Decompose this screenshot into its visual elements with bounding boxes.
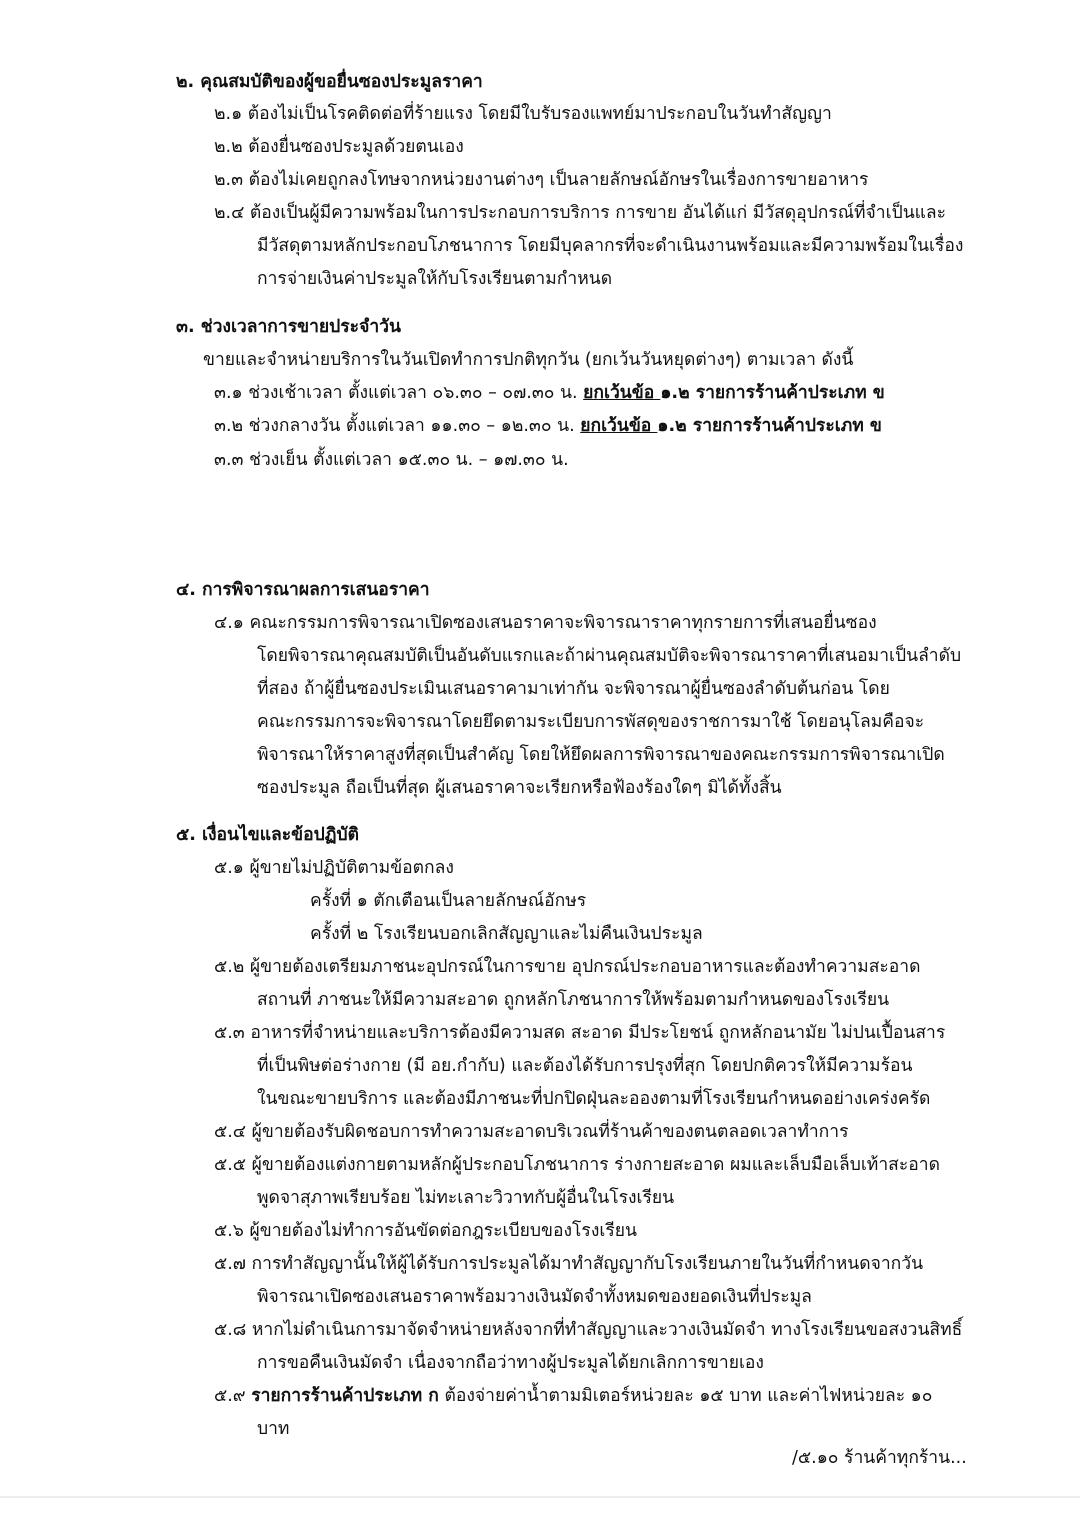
item-5-7-cont-1: พิจารณาเปิดซองเสนอราคาพร้อมวางเงินมัดจำทั้งหมดของยอดเงินที่ประมูล <box>257 1287 812 1307</box>
item-2-3 <box>214 168 868 192</box>
item-number: ๒.๒ <box>214 137 243 157</box>
item-5-3 <box>214 1021 945 1045</box>
item-5-1 <box>214 856 454 880</box>
item-3-1 <box>214 381 885 405</box>
item-5-8 <box>214 1318 962 1342</box>
item-number: ๕.๓ <box>214 1023 245 1043</box>
page-bottom-divider <box>0 1496 1080 1498</box>
item-text: ต้องจ่ายค่าน้ำตามมิเตอร์หน่วยละ ๑๕ บาท และค่าไฟหน่วยละ ๑๐ <box>438 1386 933 1406</box>
item-number: ๕.๗ <box>214 1254 246 1274</box>
exception-label: ยกเว้นข้อ <box>583 383 661 403</box>
shop-type-label: รายการร้านค้าประเภท ก <box>251 1386 439 1406</box>
item-4-1 <box>214 611 877 635</box>
section-3-heading: ๓. ช่วงเวลาการขายประจำวัน <box>176 317 401 337</box>
item-number: ๕.๖ <box>214 1221 244 1241</box>
section-4-heading: ๔. การพิจารณาผลการเสนอราคา <box>176 580 430 600</box>
item-3-3 <box>214 448 569 472</box>
item-text: ช่วงกลางวัน ตั้งแต่เวลา ๑๑.๓๐ – ๑๒.๓๐ น. <box>248 416 581 436</box>
item-5-6 <box>214 1219 637 1243</box>
exception-ref: ๑.๒ รายการร้านค้าประเภท ข <box>660 383 885 403</box>
item-2-4 <box>214 201 946 225</box>
item-text: อาหารที่จำหน่ายและบริการต้องมีความสด สะอาด มีประโยชน์ ถูกหลักอนามัย ไม่ปนเปื้อนสาร <box>250 1023 946 1043</box>
item-5-3-cont-1: ที่เป็นพิษต่อร่างกาย (มี อย.กำกับ) และต้องได้รับการปรุงที่สุก โดยปกติควรให้มีความร้อน <box>257 1056 913 1076</box>
section-5-heading: ๕. เงื่อนไขและข้อปฏิบัติ <box>176 825 359 845</box>
item-4-1-cont-2: ที่สอง ถ้าผู้ยื่นซองประเมินเสนอราคามาเท่ากัน จะพิจารณาผู้ยื่นซองลำดับต้นก่อน โดย <box>257 679 890 699</box>
item-number: ๒.๓ <box>214 170 244 190</box>
item-text: ต้องไม่เป็นโรคติดต่อที่ร้ายแรง โดยมีใบรับรองแพทย์มาประกอบในวันทำสัญญา <box>247 104 832 124</box>
item-number: ๕.๑ <box>214 858 244 878</box>
item-5-5-cont-1: พูดจาสุภาพเรียบร้อย ไม่ทะเลาะวิวาทกับผู้อื่นในโรงเรียน <box>257 1188 675 1208</box>
item-5-1-sub-2: ครั้งที่ ๒ โรงเรียนบอกเลิกสัญญาและไม่คืนเงินประมูล <box>310 924 703 944</box>
section-3-intro: ขายและจำหน่ายบริการในวันเปิดทำการปกติทุกวัน (ยกเว้นวันหยุดต่างๆ) ตามเวลา ดังนี้ <box>203 350 854 370</box>
item-5-3-cont-2: ในขณะขายบริการ และต้องมีภาชนะที่ปกปิดฝุ่นละอองตามที่โรงเรียนกำหนดอย่างเคร่งครัด <box>257 1089 931 1109</box>
item-number: ๕.๕ <box>214 1155 247 1175</box>
item-text: ผู้ขายต้องแต่งกายตามหลักผู้ประกอบโภชนาการ ร่างกายสะอาด ผมและเล็บมือเล็บเท้าสะอาด <box>251 1155 940 1175</box>
item-text: คณะกรรมการพิจารณาเปิดซองเสนอราคาจะพิจารณาราคาทุกรายการที่เสนอยื่นซอง <box>249 613 877 633</box>
item-text: หากไม่ดำเนินการมาจัดจำหน่ายหลังจากที่ทำสัญญาและวางเงินมัดจำ ทางโรงเรียนขอสงวนสิทธิ์ <box>251 1320 963 1340</box>
next-page-reference: /๕.๑๐ ร้านค้าทุกร้าน... <box>792 1448 967 1468</box>
item-number: ๓.๒ <box>214 416 244 436</box>
item-number: ๕.๒ <box>214 957 245 977</box>
item-5-8-cont-1: การขอคืนเงินมัดจำ เนื่องจากถือว่าทางผู้ประมูลได้ยกเลิกการขายเอง <box>257 1353 764 1373</box>
exception-label: ยกเว้นข้อ <box>580 416 658 436</box>
item-2-2 <box>214 135 464 159</box>
item-5-5 <box>214 1153 940 1177</box>
item-text: ผู้ขายต้องไม่ทำการอันขัดต่อกฎระเบียบของโรงเรียน <box>249 1221 637 1241</box>
item-5-1-sub-1: ครั้งที่ ๑ ตักเตือนเป็นลายลักษณ์อักษร <box>310 891 587 911</box>
item-4-1-cont-1: โดยพิจารณาคุณสมบัติเป็นอันดับแรกและถ้าผ่านคุณสมบัติจะพิจารณาราคาที่เสนอมาเป็นลำดับ <box>257 646 962 666</box>
item-number: ๔.๑ <box>214 613 244 633</box>
item-text: ต้องเป็นผู้มีความพร้อมในการประกอบการบริการ การขาย อันได้แก่ มีวัสดุอุปกรณ์ที่จำเป็นและ <box>249 203 947 223</box>
item-5-2 <box>214 955 921 979</box>
item-3-2 <box>214 414 882 438</box>
item-5-9 <box>214 1384 932 1408</box>
item-5-4 <box>214 1120 849 1144</box>
item-number: ๓.๓ <box>214 450 244 470</box>
item-text: ผู้ขายไม่ปฏิบัติตามข้อตกลง <box>249 858 454 878</box>
item-number: ๕.๔ <box>214 1122 247 1142</box>
item-text: ผู้ขายต้องรับผิดชอบการทำความสะอาดบริเวณที่ร้านค้าของตนตลอดเวลาทำการ <box>251 1122 849 1142</box>
item-2-4-cont-2: การจ่ายเงินค่าประมูลให้กับโรงเรียนตามกำหนด <box>257 269 613 289</box>
item-5-7 <box>214 1252 923 1276</box>
item-text: ช่วงเย็น ตั้งแต่เวลา ๑๕.๓๐ น. – ๑๗.๓๐ น. <box>249 450 569 470</box>
section-2-heading: ๒. คุณสมบัติของผู้ขอยื่นซองประมูลราคา <box>176 72 483 92</box>
item-text: ต้องยื่นซองประมูลด้วยตนเอง <box>248 137 464 157</box>
item-text: ต้องไม่เคยถูกลงโทษจากหน่วยงานต่างๆ เป็นลายลักษณ์อักษรในเรื่องการขายอาหาร <box>248 170 869 190</box>
item-2-4-cont-1: มีวัสดุตามหลักประกอบโภชนาการ โดยมีบุคลากรที่จะดำเนินงานพร้อมและมีความพร้อมในเรื่อง <box>257 236 964 256</box>
item-text: การทำสัญญานั้นให้ผู้ได้รับการประมูลได้มาทำสัญญากับโรงเรียนภายในวันที่กำหนดจากวัน <box>251 1254 924 1274</box>
item-4-1-cont-3: คณะกรรมการจะพิจารณาโดยยึดตามระเบียบการพัสดุของราชการมาใช้ โดยอนุโลมคือจะ <box>257 712 925 732</box>
item-2-1 <box>214 102 832 126</box>
item-number: ๒.๑ <box>214 104 243 124</box>
item-text: ผู้ขายต้องเตรียมภาชนะอุปกรณ์ในการขาย อุปกรณ์ประกอบอาหารและต้องทำความสะอาด <box>249 957 921 977</box>
item-4-1-cont-5: ซองประมูล ถือเป็นที่สุด ผู้เสนอราคาจะเรียกหรือฟ้องร้องใดๆ มิได้ทั้งสิ้น <box>257 778 782 798</box>
item-number: ๒.๔ <box>214 203 245 223</box>
exception-ref: ๑.๒ รายการร้านค้าประเภท ข <box>657 416 882 436</box>
item-number: ๓.๑ <box>214 383 243 403</box>
item-5-9-cont-1: บาท <box>257 1419 290 1439</box>
item-5-2-cont-1: สถานที่ ภาชนะให้มีความสะอาด ถูกหลักโภชนาการให้พร้อมตามกำหนดของโรงเรียน <box>257 990 890 1010</box>
item-number: ๕.๘ <box>214 1320 247 1340</box>
item-text: ช่วงเช้าเวลา ตั้งแต่เวลา ๐๖.๓๐ – ๐๗.๓๐ น. <box>248 383 584 403</box>
item-4-1-cont-4: พิจารณาให้ราคาสูงที่สุดเป็นสำคัญ โดยให้ยึดผลการพิจารณาของคณะกรรมการพิจารณาเปิด <box>257 745 945 765</box>
item-number: ๕.๙ <box>214 1386 246 1406</box>
